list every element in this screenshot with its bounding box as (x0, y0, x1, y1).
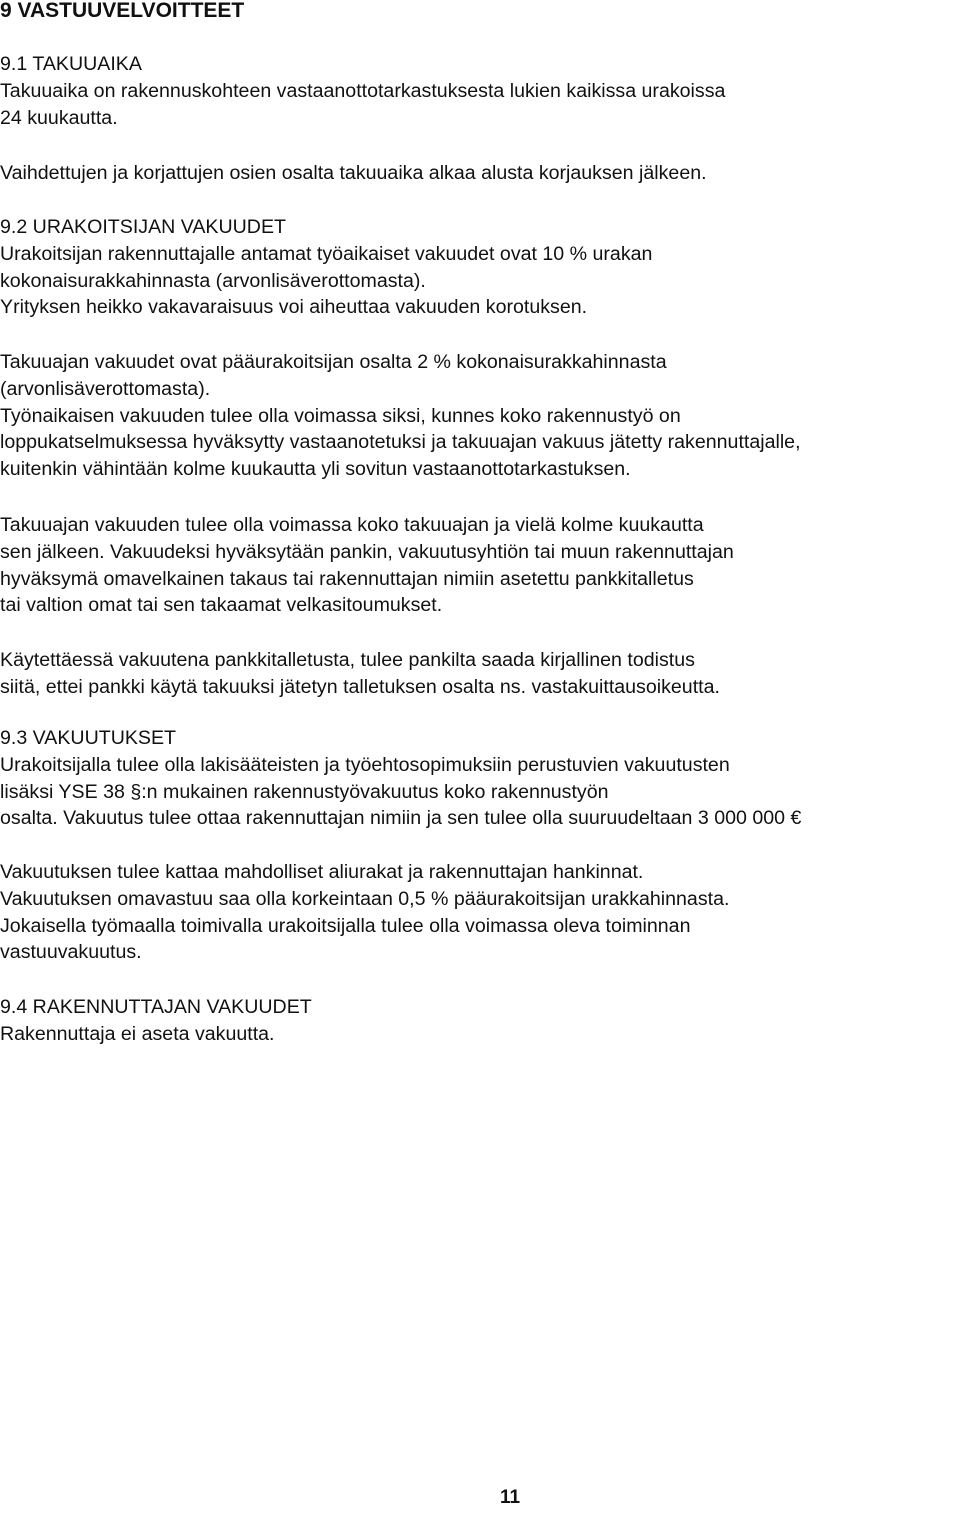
paragraph-line: Jokaisella työmaalla toimivalla urakoitsijalla tulee olla voimassa oleva toiminnan (0, 914, 691, 937)
paragraph-replacement-parts (0, 160, 707, 187)
paragraph-line: Urakoitsijan rakennuttajalle antamat työaikaiset vakuudet ovat 10 % urakan (0, 242, 653, 265)
section-urakoitsijan-vakuudet (0, 214, 652, 321)
paragraph-line: Yrityksen heikko vakavaraisuus voi aiheuttaa vakuuden korotuksen. (0, 296, 588, 319)
paragraph-line: Takuuajan vakuuden tulee olla voimassa koko takuuajan ja vielä kolme kuukautta (0, 514, 704, 536)
section-heading: 9.2 URAKOITSIJAN VAKUUDET (0, 216, 286, 238)
paragraph-insurance-coverage (0, 859, 729, 966)
paragraph-line: siitä, ettei pankki käytä takuuksi jätetyn talletuksen osalta ns. vastakuittausoikeutta. (0, 675, 720, 698)
paragraph-line: loppukatselmuksessa hyväksytty vastaanotetuksi ja takuuajan vakuus jätetty rakennuttajalle, (0, 431, 801, 454)
paragraph-line: kuitenkin vähintään kolme kuukautta yli sovitun vastaanottotarkastuksen. (0, 458, 631, 481)
section-heading: 9.1 TAKUUAIKA (0, 53, 142, 75)
paragraph-line: sen jälkeen. Vakuudeksi hyväksytään pankin, vakuutusyhtiön tai muun rakennuttajan (0, 540, 734, 563)
paragraph-guarantee-validity (0, 512, 734, 619)
paragraph-line: Käytettäessä vakuutena pankkitalletusta, tulee pankilta saada kirjallinen todistus (0, 649, 695, 671)
page-number: 11 (500, 1487, 521, 1508)
paragraph-line: osalta. Vakuutus tulee ottaa rakennuttajan nimiin ja sen tulee olla suuruudeltaan 3 000 000 € (0, 807, 802, 830)
section-takuuaika (0, 51, 725, 131)
paragraph-line: Työnaikaisen vakuuden tulee olla voimassa siksi, kunnes koko rakennustyö on (0, 404, 681, 427)
paragraph-line: Urakoitsijalla tulee olla lakisääteisten ja työehtosopimuksiin perustuvien vakuutusten (0, 753, 730, 776)
paragraph-line: Vaihdettujen ja korjattujen osien osalta takuuaika alkaa alusta korjauksen jälkeen. (0, 162, 707, 184)
paragraph-warranty-guarantees (0, 349, 801, 483)
paragraph-line: Takuuaika on rakennuskohteen vastaanottotarkastuksesta lukien kaikissa urakoissa (0, 79, 726, 102)
paragraph-line: Takuuajan vakuudet ovat pääurakoitsijan osalta 2 % kokonaisurakkahinnasta (0, 351, 667, 373)
paragraph-line: kokonaisurakkahinnasta (arvonlisäverottomasta). (0, 269, 426, 292)
section-vakuutukset (0, 725, 801, 832)
paragraph-bank-deposit (0, 647, 720, 701)
paragraph-line: 24 kuukautta. (0, 106, 118, 129)
paragraph-line: (arvonlisäverottomasta). (0, 377, 211, 400)
paragraph-line: vastuuvakuutus. (0, 941, 142, 964)
paragraph-line: lisäksi YSE 38 §:n mukainen rakennustyövakuutus koko rakennustyön (0, 780, 609, 803)
paragraph-line: Vakuutuksen tulee kattaa mahdolliset aliurakat ja rakennuttajan hankinnat. (0, 861, 644, 883)
paragraph-line: Rakennuttaja ei aseta vakuutta. (0, 1022, 275, 1045)
section-rakennuttajan-vakuudet (0, 994, 312, 1048)
paragraph-line: Vakuutuksen omavastuu saa olla korkeintaan 0,5 % pääurakoitsijan urakkahinnasta. (0, 887, 730, 910)
section-heading: 9.3 VAKUUTUKSET (0, 727, 177, 749)
section-heading: 9.4 RAKENNUTTAJAN VAKUUDET (0, 996, 312, 1018)
paragraph-line: hyväksymä omavelkainen takaus tai rakennuttajan nimiin asetettu pankkitalletus (0, 567, 694, 590)
paragraph-line: tai valtion omat tai sen takaamat velkasitoumukset. (0, 594, 443, 617)
document-title: 9 VASTUUVELVOITTEET (0, 0, 245, 22)
